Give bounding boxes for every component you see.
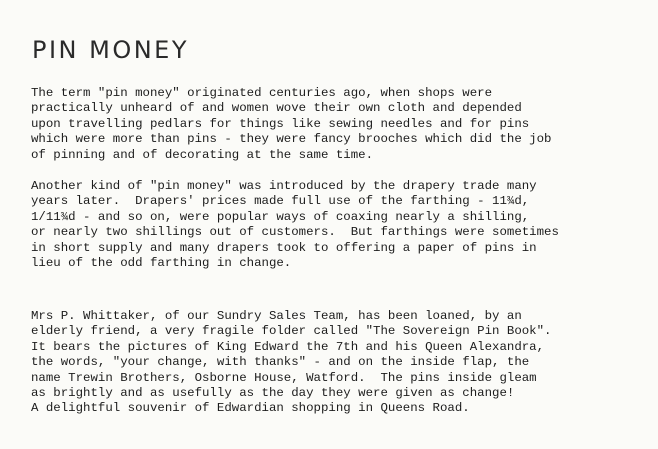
text-line: A delightful souvenir of Edwardian shopping in Queens Road. xyxy=(31,401,470,416)
paragraph-drapery-trade xyxy=(31,179,651,271)
text-line: elderly friend, a very fragile folder called "The Sovereign Pin Book". xyxy=(31,324,552,339)
paragraph-origin xyxy=(31,86,651,163)
text-line: years later. Drapers' prices made full use of the farthing - 11¾d, xyxy=(31,194,530,209)
paragraph-sovereign-pin-book xyxy=(31,309,651,417)
text-line: 1/11¾d - and so on, were popular ways of coaxing nearly a shilling, xyxy=(31,209,530,224)
page-title: PIN MONEY xyxy=(32,36,190,64)
text-line: or nearly two shillings out of customers. But farthings were sometimes xyxy=(31,225,559,240)
text-line: Another kind of "pin money" was introduced by the drapery trade many xyxy=(31,179,537,193)
text-line: which were more than pins - they were fancy brooches which did the job xyxy=(31,132,552,147)
text-line: in short supply and many drapers took to offering a paper of pins in xyxy=(31,240,537,255)
text-line: upon travelling pedlars for things like sewing needles and for pins xyxy=(31,116,530,131)
text-line: practically unheard of and women wove their own cloth and depended xyxy=(31,101,522,116)
text-line: name Trewin Brothers, Osborne House, Watford. The pins inside gleam xyxy=(31,370,537,385)
text-line: lieu of the odd farthing in change. xyxy=(31,256,292,271)
text-line: of pinning and of decorating at the same time. xyxy=(31,147,374,162)
text-line: the words, "your change, with thanks" - and on the inside flap, the xyxy=(31,355,530,370)
text-line: The term "pin money" originated centuries ago, when shops were xyxy=(31,86,493,100)
text-line: as brightly and as usefully as the day they were given as change! xyxy=(31,386,515,401)
text-line: Mrs P. Whittaker, of our Sundry Sales Team, has been loaned, by an xyxy=(31,309,522,323)
text-line: It bears the pictures of King Edward the 7th and his Queen Alexandra, xyxy=(31,339,545,354)
